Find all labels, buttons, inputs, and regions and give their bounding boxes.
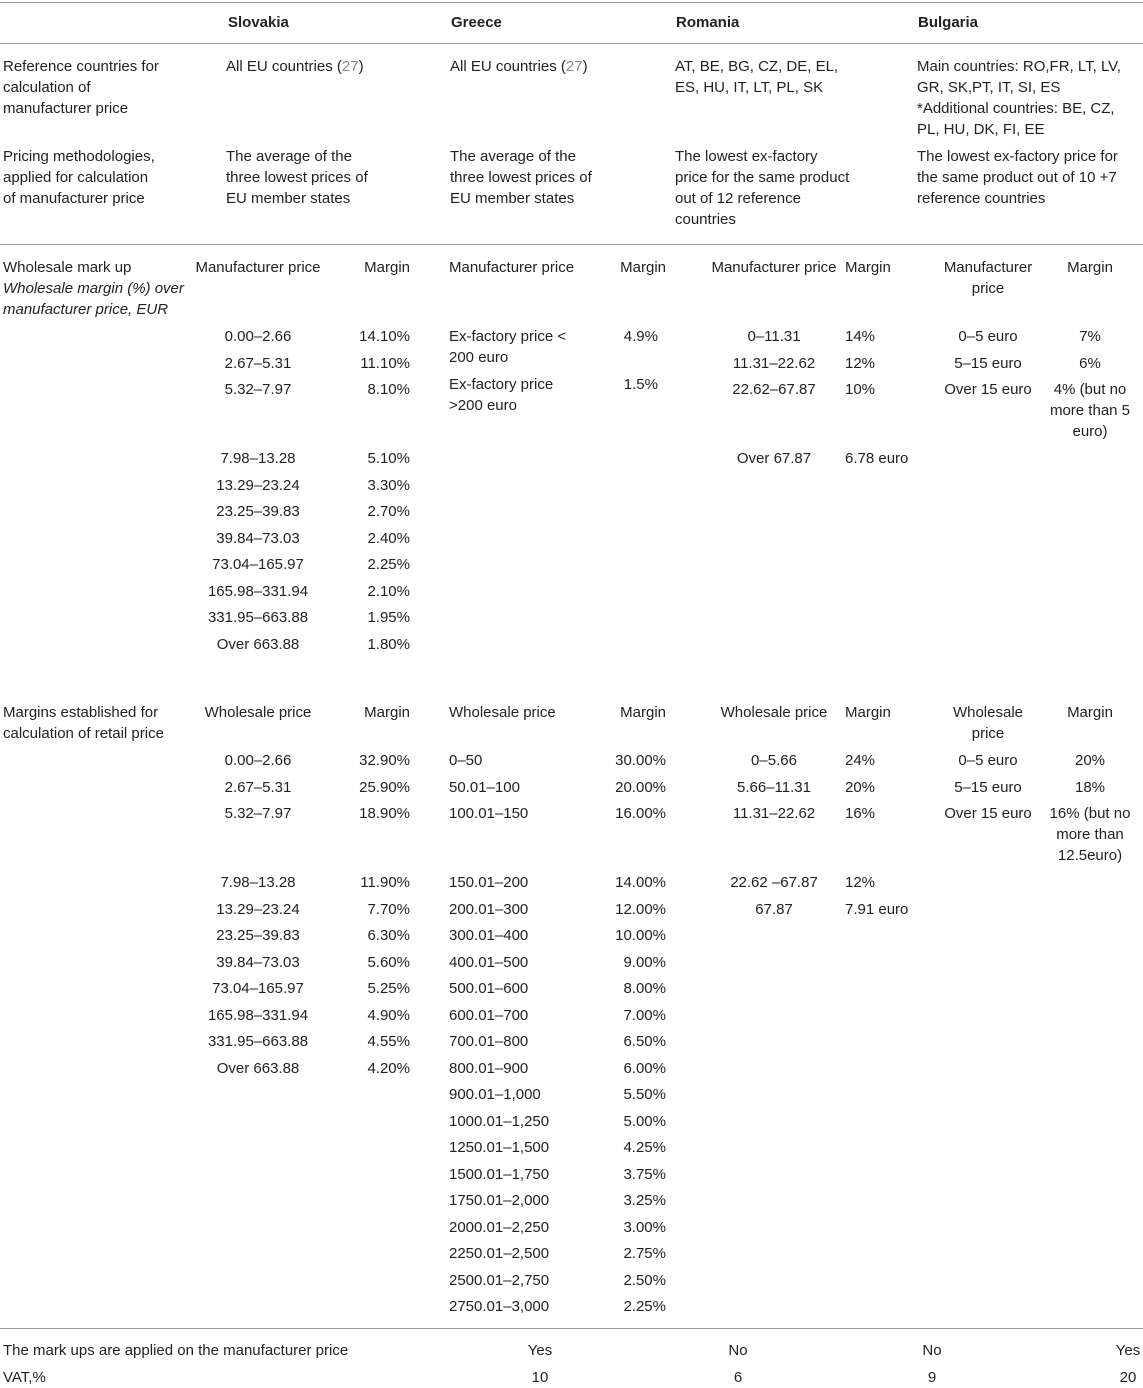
row-label: calculation of <box>3 79 91 96</box>
price-range: 5.32–7.97 <box>224 381 292 398</box>
price-range: 1750.01–2,000 <box>449 1192 550 1209</box>
markup-value: No <box>922 1342 942 1359</box>
reference-countries-romania: ES, HU, IT, LT, PL, SK <box>675 79 824 96</box>
margin-value: 8.00% <box>623 980 666 997</box>
price-range: >200 euro <box>449 396 517 414</box>
price-range: 900.01–1,000 <box>449 1086 541 1103</box>
methodology-greece: EU member states <box>450 190 575 207</box>
price-range: 23.25–39.83 <box>216 927 300 944</box>
row-label: Margins established for <box>3 704 159 721</box>
section-rule <box>0 244 1143 245</box>
margin-value: 20% <box>1074 752 1106 769</box>
margin-value: 7% <box>1079 328 1101 345</box>
margin-value: 6.50% <box>623 1033 666 1050</box>
margin-value: 7.70% <box>367 900 410 918</box>
subheader: Manufacturer <box>943 259 1033 276</box>
price-range: 73.04–165.97 <box>212 980 304 997</box>
methodology-slovakia: EU member states <box>226 190 351 207</box>
margin-value: 6.30% <box>367 927 410 944</box>
row-label: applied for calculation <box>3 169 149 186</box>
vat-value: 6 <box>733 1369 743 1386</box>
price-range: 100.01–150 <box>449 805 529 822</box>
price-range: 0–5 euro <box>958 328 1018 345</box>
margin-value: 11.10% <box>360 354 410 372</box>
margin-value: 24% <box>845 752 876 769</box>
price-range: 331.95–663.88 <box>207 1033 309 1050</box>
methodology-greece: The average of the <box>450 148 576 165</box>
price-range: 300.01–400 <box>449 927 529 944</box>
subheader: price <box>971 280 1005 297</box>
price-range: 500.01–600 <box>449 980 529 997</box>
price-range: 11.31–22.62 <box>732 354 816 372</box>
margin-value: 2.70% <box>367 503 410 520</box>
price-range: Over 67.87 <box>736 450 812 467</box>
price-range: 23.25–39.83 <box>216 503 300 520</box>
price-range: 67.87 <box>755 900 793 918</box>
subheader: Margin <box>620 259 666 276</box>
margin-value: 11.90% <box>360 874 410 891</box>
price-range: 73.04–165.97 <box>212 556 304 573</box>
price-range: 1250.01–1,500 <box>449 1139 550 1156</box>
column-header: Bulgaria <box>918 14 979 31</box>
price-range: 50.01–100 <box>449 778 520 796</box>
methodology-slovakia: The average of the <box>226 148 352 165</box>
price-range: 2.67–5.31 <box>224 354 292 372</box>
margin-value: 5.50% <box>623 1086 666 1103</box>
price-range: 2.67–5.31 <box>224 778 292 796</box>
price-range: 11.31–22.62 <box>732 805 816 822</box>
margin-value: 6.78 euro <box>845 450 909 467</box>
subheader: Margin <box>845 704 891 721</box>
methodology-romania: countries <box>675 211 736 228</box>
price-range: 1500.01–1,750 <box>449 1165 550 1183</box>
price-range: 39.84–73.03 <box>216 953 300 971</box>
margin-value: 32.90% <box>359 752 410 769</box>
subheader: Manufacturer price <box>195 259 321 276</box>
price-range: 700.01–800 <box>449 1033 529 1050</box>
price-range: 0–5.66 <box>751 752 797 769</box>
price-range: 200.01–300 <box>449 900 529 918</box>
row-label: VAT,% <box>3 1369 46 1386</box>
margin-value: 1.5% <box>623 375 658 393</box>
row-label-italic: manufacturer price, EUR <box>3 301 169 318</box>
margin-value: 3.00% <box>623 1218 666 1236</box>
margin-value: 4.25% <box>623 1139 666 1156</box>
price-range: Ex-factory price < <box>449 328 567 345</box>
price-range: 331.95–663.88 <box>207 609 309 626</box>
price-range: 165.98–331.94 <box>207 582 309 600</box>
row-label: Reference countries for <box>3 58 159 75</box>
price-range: 13.29–23.24 <box>216 476 300 494</box>
margin-value: 4.90% <box>367 1006 410 1024</box>
subheader: Wholesale price <box>204 704 312 721</box>
price-range: 2000.01–2,250 <box>449 1218 550 1236</box>
margin-value: 6% <box>1079 354 1101 372</box>
reference-text: ) <box>582 58 588 75</box>
margin-value: 1.80% <box>367 635 410 653</box>
price-range: 2500.01–2,750 <box>449 1271 550 1289</box>
margin-value: 2.25% <box>623 1298 666 1315</box>
row-label: The mark ups are applied on the manufacturer price <box>3 1342 349 1359</box>
reference-countries-greece <box>450 56 588 77</box>
price-range: 0–5 euro <box>958 752 1018 769</box>
price-range: 0–11.31 <box>747 328 801 345</box>
subheader: Wholesale <box>952 704 1024 721</box>
methodology-bulgaria: the same product out of 10 +7 <box>917 169 1117 186</box>
reference-text: All EU countries ( <box>226 58 342 75</box>
methodology-romania: The lowest ex-factory <box>675 148 818 165</box>
reference-countries-bulgaria: GR, SK,PT, IT, SI, ES <box>917 79 1061 96</box>
price-range: 0.00–2.66 <box>224 752 292 769</box>
margin-value: 2.10% <box>367 582 410 600</box>
margin-value: 12% <box>845 354 876 372</box>
price-range: Ex-factory price <box>449 375 554 393</box>
vat-value: 10 <box>531 1369 549 1386</box>
margin-value: 4.55% <box>367 1033 410 1050</box>
subheader: Margin <box>1067 259 1113 276</box>
price-range: 165.98–331.94 <box>207 1006 309 1024</box>
margin-value: 4% (but no <box>1053 381 1127 398</box>
header-rule <box>0 43 1143 44</box>
row-label-italic: Wholesale margin (%) over <box>3 280 184 297</box>
subheader: Wholesale price <box>720 704 828 721</box>
margin-value: 12.5euro) <box>1057 847 1123 864</box>
subheader: Margin <box>845 259 891 276</box>
price-range: 5.32–7.97 <box>224 805 292 822</box>
margin-value: 7.91 euro <box>845 900 909 918</box>
row-label: calculation of retail price <box>3 725 164 742</box>
column-header: Greece <box>451 14 502 31</box>
margin-value: 4.9% <box>623 328 658 345</box>
methodology-bulgaria: reference countries <box>917 190 1046 207</box>
margin-value: 4.20% <box>367 1059 410 1077</box>
price-range: 22.62–67.87 <box>732 381 816 398</box>
price-range: 2250.01–2,500 <box>449 1245 550 1262</box>
margin-value: 18.90% <box>359 805 410 822</box>
reference-countries-slovakia <box>226 56 364 77</box>
reference-countries-bulgaria: PL, HU, DK, FI, EE <box>917 121 1045 138</box>
margin-value: 6.00% <box>623 1059 666 1077</box>
margin-value: 20.00% <box>615 778 666 796</box>
margin-value: more than 5 <box>1049 402 1131 419</box>
bottom-rule <box>0 1328 1143 1329</box>
margin-value: 5.10% <box>367 450 410 467</box>
price-range: Over 15 euro <box>944 805 1032 822</box>
margin-value: 1.95% <box>367 609 410 626</box>
margin-value: 9.00% <box>623 953 666 971</box>
margin-value: 16% (but no <box>1049 805 1131 822</box>
subheader: Margin <box>1067 704 1113 721</box>
margin-value: 8.10% <box>367 381 410 398</box>
subheader: Manufacturer price <box>711 259 837 276</box>
vat-value: 9 <box>927 1369 937 1386</box>
subheader: Manufacturer price <box>449 259 575 276</box>
margin-value: 2.25% <box>367 556 410 573</box>
margin-value: 2.40% <box>367 529 410 547</box>
price-range: 39.84–73.03 <box>216 529 300 547</box>
margin-value: 2.50% <box>623 1271 666 1289</box>
margin-value: 5.00% <box>623 1112 666 1130</box>
margin-value: 12% <box>845 874 876 891</box>
price-range: 5–15 euro <box>954 778 1022 796</box>
margin-value: 14.10% <box>359 328 410 345</box>
margin-value: 25.90% <box>359 778 410 796</box>
price-range: 7.98–13.28 <box>220 450 296 467</box>
subheader: Margin <box>364 259 410 276</box>
margin-value: 3.30% <box>367 476 410 494</box>
subheader: Wholesale price <box>449 704 556 721</box>
reference-text: ) <box>358 58 364 75</box>
margin-value: 10% <box>845 381 876 398</box>
margin-value: 16% <box>845 805 876 822</box>
row-label: manufacturer price <box>3 100 129 117</box>
margin-value: 3.25% <box>623 1192 666 1209</box>
margin-value: 7.00% <box>623 1006 666 1024</box>
margin-value: euro) <box>1072 423 1108 440</box>
margin-value: 18% <box>1074 778 1106 796</box>
price-range: 600.01–700 <box>449 1006 529 1024</box>
reference-countries-bulgaria: Main countries: RO,FR, LT, LV, <box>917 58 1121 75</box>
margin-value: 5.25% <box>367 980 410 997</box>
price-range: Over 663.88 <box>216 635 300 653</box>
margin-value: 3.75% <box>623 1165 666 1183</box>
methodology-romania: price for the same product <box>675 169 850 186</box>
margin-value: more than <box>1056 826 1124 843</box>
price-range: 22.62 –67.87 <box>730 874 818 891</box>
reference-text: 27 <box>565 58 583 75</box>
margin-value: 5.60% <box>367 953 410 971</box>
top-rule <box>0 2 1143 3</box>
price-range: 1000.01–1,250 <box>449 1112 550 1130</box>
price-range: 0.00–2.66 <box>224 328 292 345</box>
row-label: Wholesale mark up <box>3 259 132 276</box>
price-range: 400.01–500 <box>449 953 529 971</box>
price-range: 7.98–13.28 <box>220 874 296 891</box>
markup-value: No <box>728 1342 748 1359</box>
methodology-romania: out of 12 reference <box>675 190 801 207</box>
price-range: Over 15 euro <box>944 381 1032 398</box>
price-range: 200 euro <box>449 349 509 366</box>
column-header: Slovakia <box>228 14 289 31</box>
price-range: 5–15 euro <box>954 354 1022 372</box>
price-range: 2750.01–3,000 <box>449 1298 550 1315</box>
price-range: 150.01–200 <box>449 874 529 891</box>
price-range: 5.66–11.31 <box>737 778 811 796</box>
margin-value: 30.00% <box>615 752 666 769</box>
reference-countries-bulgaria: *Additional countries: BE, CZ, <box>917 100 1115 117</box>
markup-value: Yes <box>1115 1342 1141 1359</box>
vat-value: 20 <box>1119 1369 1137 1386</box>
reference-countries-romania: AT, BE, BG, CZ, DE, EL, <box>675 58 839 75</box>
margin-value: 12.00% <box>615 900 666 918</box>
margin-value: 2.75% <box>623 1245 666 1262</box>
price-range: 0–50 <box>449 752 483 769</box>
row-label: of manufacturer price <box>3 190 145 207</box>
column-header: Romania <box>676 14 740 31</box>
row-label: Pricing methodologies, <box>3 148 155 165</box>
margin-value: 14.00% <box>615 874 666 891</box>
subheader: Margin <box>620 704 666 721</box>
markup-value: Yes <box>527 1342 553 1359</box>
subheader: price <box>971 725 1005 742</box>
margin-value: 20% <box>845 778 876 796</box>
margin-value: 10.00% <box>615 927 666 944</box>
price-range: 13.29–23.24 <box>216 900 300 918</box>
margin-value: 14% <box>845 328 876 345</box>
price-range: Over 663.88 <box>216 1059 300 1077</box>
methodology-slovakia: three lowest prices of <box>226 169 368 186</box>
subheader: Margin <box>364 704 410 721</box>
reference-text: 27 <box>341 58 359 75</box>
reference-text: All EU countries ( <box>450 58 566 75</box>
methodology-bulgaria: The lowest ex-factory price for <box>917 148 1118 165</box>
methodology-greece: three lowest prices of <box>450 169 592 186</box>
margin-value: 16.00% <box>615 805 666 822</box>
price-range: 800.01–900 <box>449 1059 529 1077</box>
